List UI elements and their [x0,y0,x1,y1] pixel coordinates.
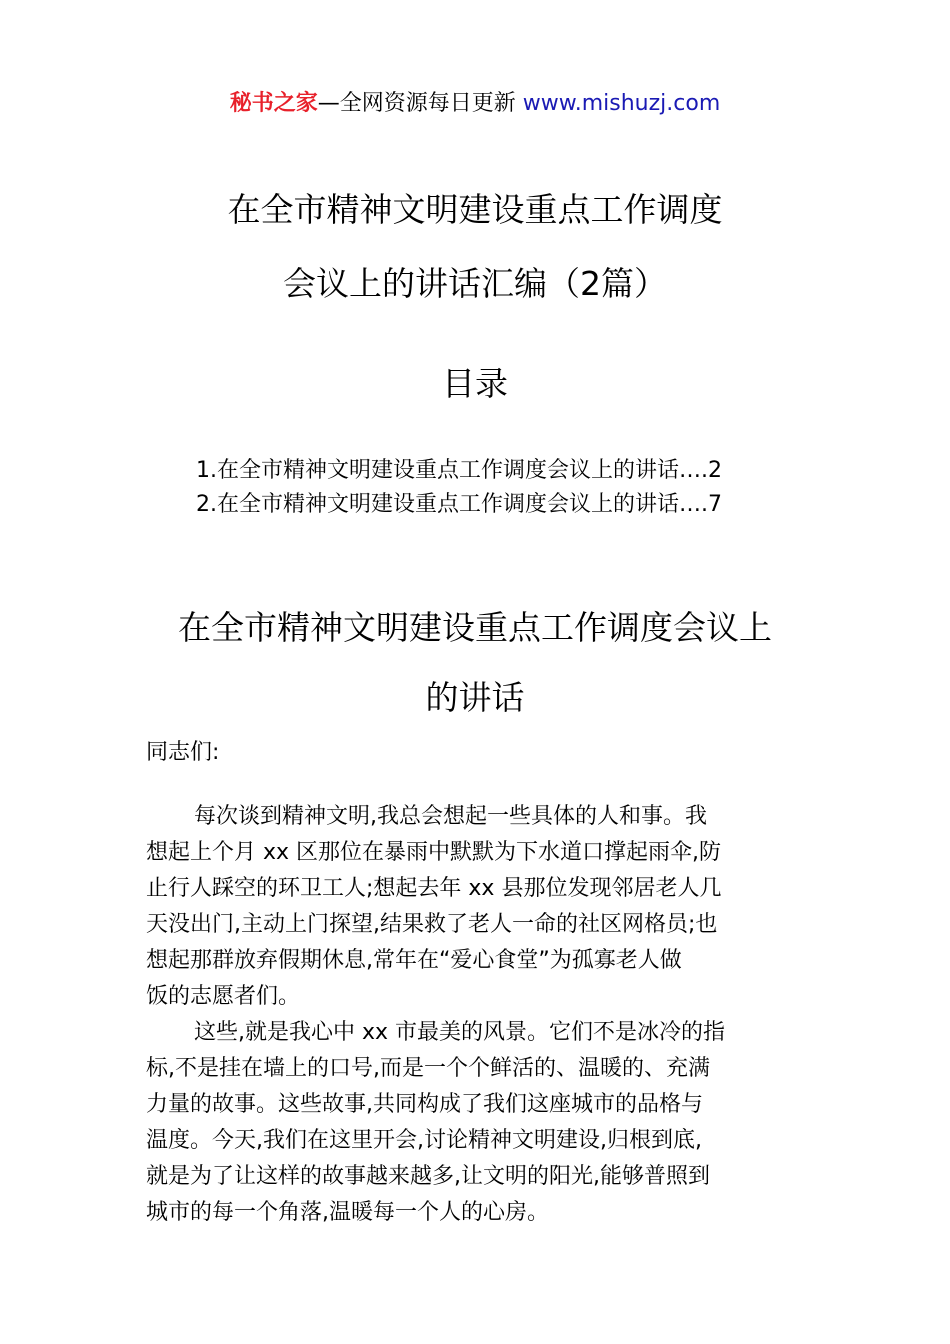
header-slogan: —全网资源每日更新 [317,91,516,116]
toc-item[interactable]: 2.在全市精神文明建设重点工作调度会议上的讲话….7 [196,492,722,517]
paragraph-line: 这些,就是我心中 xx 市最美的风景。它们不是冰冷的指 [194,1020,726,1045]
speech-title-line-1: 在全市精神文明建设重点工作调度会议上 [178,608,772,647]
paragraph-line: 每次谈到精神文明,我总会想起一些具体的人和事。我 [194,804,707,829]
paragraph-line: 天没出门,主动上门探望,结果救了老人一命的社区网格员;也 [146,912,718,937]
speech-title-line-2: 的讲话 [425,678,525,717]
paragraph-line: 想起上个月 xx 区那位在暴雨中默默为下水道口撑起雨伞,防 [146,840,722,865]
document-title-line-2: 会议上的讲话汇编（2篇） [283,264,667,303]
brand-name: 秘书之家 [229,91,318,116]
paragraph-line: 城市的每一个角落,温暖每一个人的心房。 [146,1200,549,1225]
document-title-line-1: 在全市精神文明建设重点工作调度 [227,190,723,229]
paragraph-line: 止行人踩空的环卫工人;想起去年 xx 县那位发现邻居老人几 [146,876,722,901]
paragraph-line: 温度。今天,我们在这里开会,讨论精神文明建设,归根到底, [146,1128,702,1153]
paragraph-line: 饭的志愿者们。 [146,984,301,1009]
paragraph-line: 标,不是挂在墙上的口号,而是一个个鲜活的、温暖的、充满 [146,1056,710,1081]
paragraph-line: 就是为了让这样的故事越来越多,让文明的阳光,能够普照到 [146,1164,710,1189]
toc-heading: 目录 [442,364,508,403]
salutation: 同志们: [146,740,220,765]
site-url-link[interactable]: www.mishuzj.com [522,91,721,116]
site-header [0,88,950,120]
paragraph-line: 想起那群放弃假期休息,常年在“爱心食堂”为孤寡老人做 [146,948,682,973]
paragraph-line: 力量的故事。这些故事,共同构成了我们这座城市的品格与 [146,1092,703,1117]
toc-item[interactable]: 1.在全市精神文明建设重点工作调度会议上的讲话….2 [196,458,722,483]
